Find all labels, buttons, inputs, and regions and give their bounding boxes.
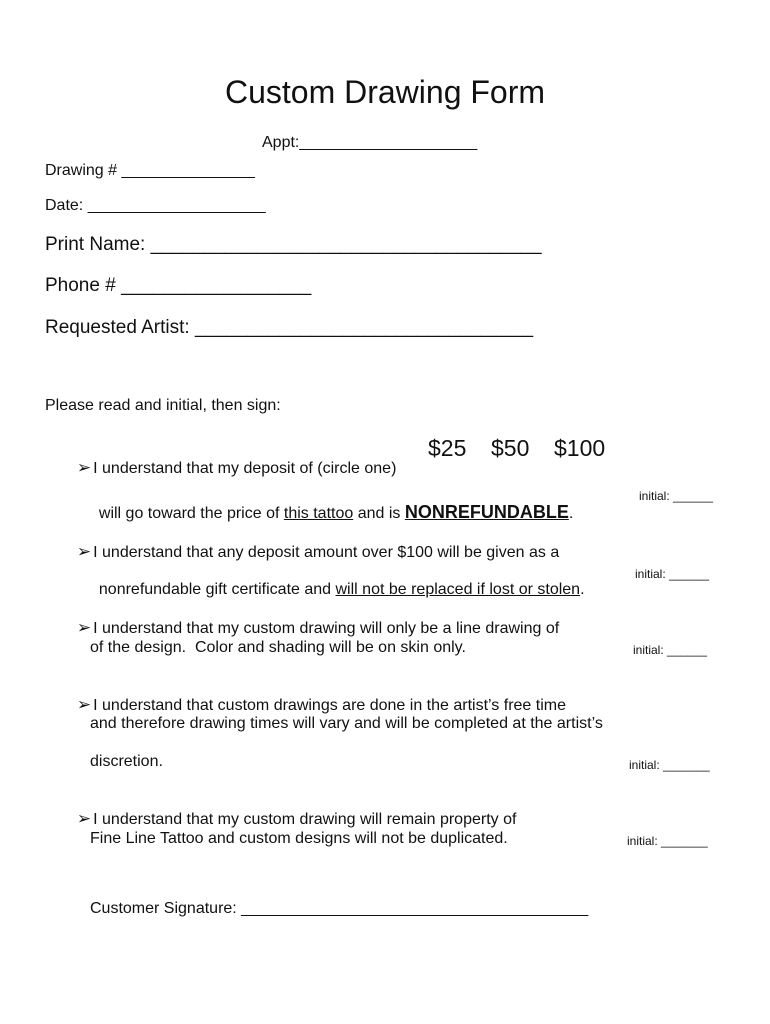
price-option-25[interactable]: $25 (428, 435, 467, 461)
item-2-underlined: will not be replaced if lost or stolen (335, 581, 581, 598)
item-2-initial-field[interactable]: initial: ______ (635, 567, 710, 581)
bullet-arrow-icon: ➢ (76, 809, 92, 828)
item-1-text-b: and is (353, 505, 405, 522)
requested-artist-field[interactable]: Requested Artist: ________________________________ (45, 317, 534, 338)
item-2-period: . (580, 581, 585, 598)
bullet-arrow-icon: ➢ (76, 695, 92, 714)
page-title: Custom Drawing Form (224, 74, 546, 110)
price-option-50[interactable]: $50 (491, 435, 530, 461)
item-3-text: I understand that my custom drawing will only be a line drawing of (93, 620, 560, 637)
drawing-number-field[interactable]: Drawing # _______________ (45, 162, 255, 179)
item-2-text-a: nonrefundable gift certificate and (98, 581, 336, 598)
item-1-text: I understand that my deposit of (circle one) (93, 460, 397, 477)
item-1-initial-field[interactable]: initial: ______ (639, 489, 714, 503)
item-5-text: I understand that my custom drawing will remain property of (93, 811, 517, 828)
phone-field[interactable]: Phone # __________________ (45, 275, 312, 296)
bullet-arrow-icon: ➢ (76, 458, 92, 477)
appt-field[interactable]: Appt:____________________ (262, 134, 478, 151)
item-3-line-2: of the design. Color and shading will be on skin only. (90, 639, 466, 656)
item-4-initial-field[interactable]: initial: _______ (629, 758, 710, 772)
item-1-text-a: will go toward the price of (98, 505, 284, 522)
item-2-line-1 (68, 524, 559, 562)
date-field[interactable]: Date: ____________________ (45, 197, 266, 214)
item-5-line-2: Fine Line Tattoo and custom designs will not be duplicated. (90, 830, 508, 847)
item-1-line-1 (68, 440, 396, 478)
item-1-period: . (568, 505, 574, 522)
item-4-line-1 (68, 677, 566, 715)
item-2-text: I understand that any deposit amount over $100 will be given as a (93, 544, 560, 561)
item-4-line-2: and therefore drawing times will vary and will be completed at the artist’s (90, 715, 603, 732)
item-2-line-2 (90, 563, 585, 599)
item-3-initial-field[interactable]: initial: ______ (633, 643, 708, 657)
item-4-line-3: discretion. (90, 753, 163, 770)
print-name-field[interactable]: Print Name: _____________________________________ (45, 234, 542, 255)
bullet-arrow-icon: ➢ (76, 542, 92, 561)
nonrefundable-label: NONREFUNDABLE (404, 502, 569, 522)
item-5-initial-field[interactable]: initial: _______ (627, 834, 708, 848)
item-1-line-2 (90, 484, 573, 523)
price-option-100[interactable]: $100 (554, 435, 606, 461)
item-5-line-1 (68, 791, 516, 829)
instructions-text: Please read and initial, then sign: (45, 397, 281, 414)
bullet-arrow-icon: ➢ (76, 618, 92, 637)
customer-signature-field[interactable]: Customer Signature: _______________________________________ (90, 900, 589, 917)
item-1-underlined: this tattoo (283, 505, 354, 522)
item-4-text: I understand that custom drawings are done in the artist’s free time (93, 697, 566, 714)
item-3-line-1 (68, 600, 559, 638)
